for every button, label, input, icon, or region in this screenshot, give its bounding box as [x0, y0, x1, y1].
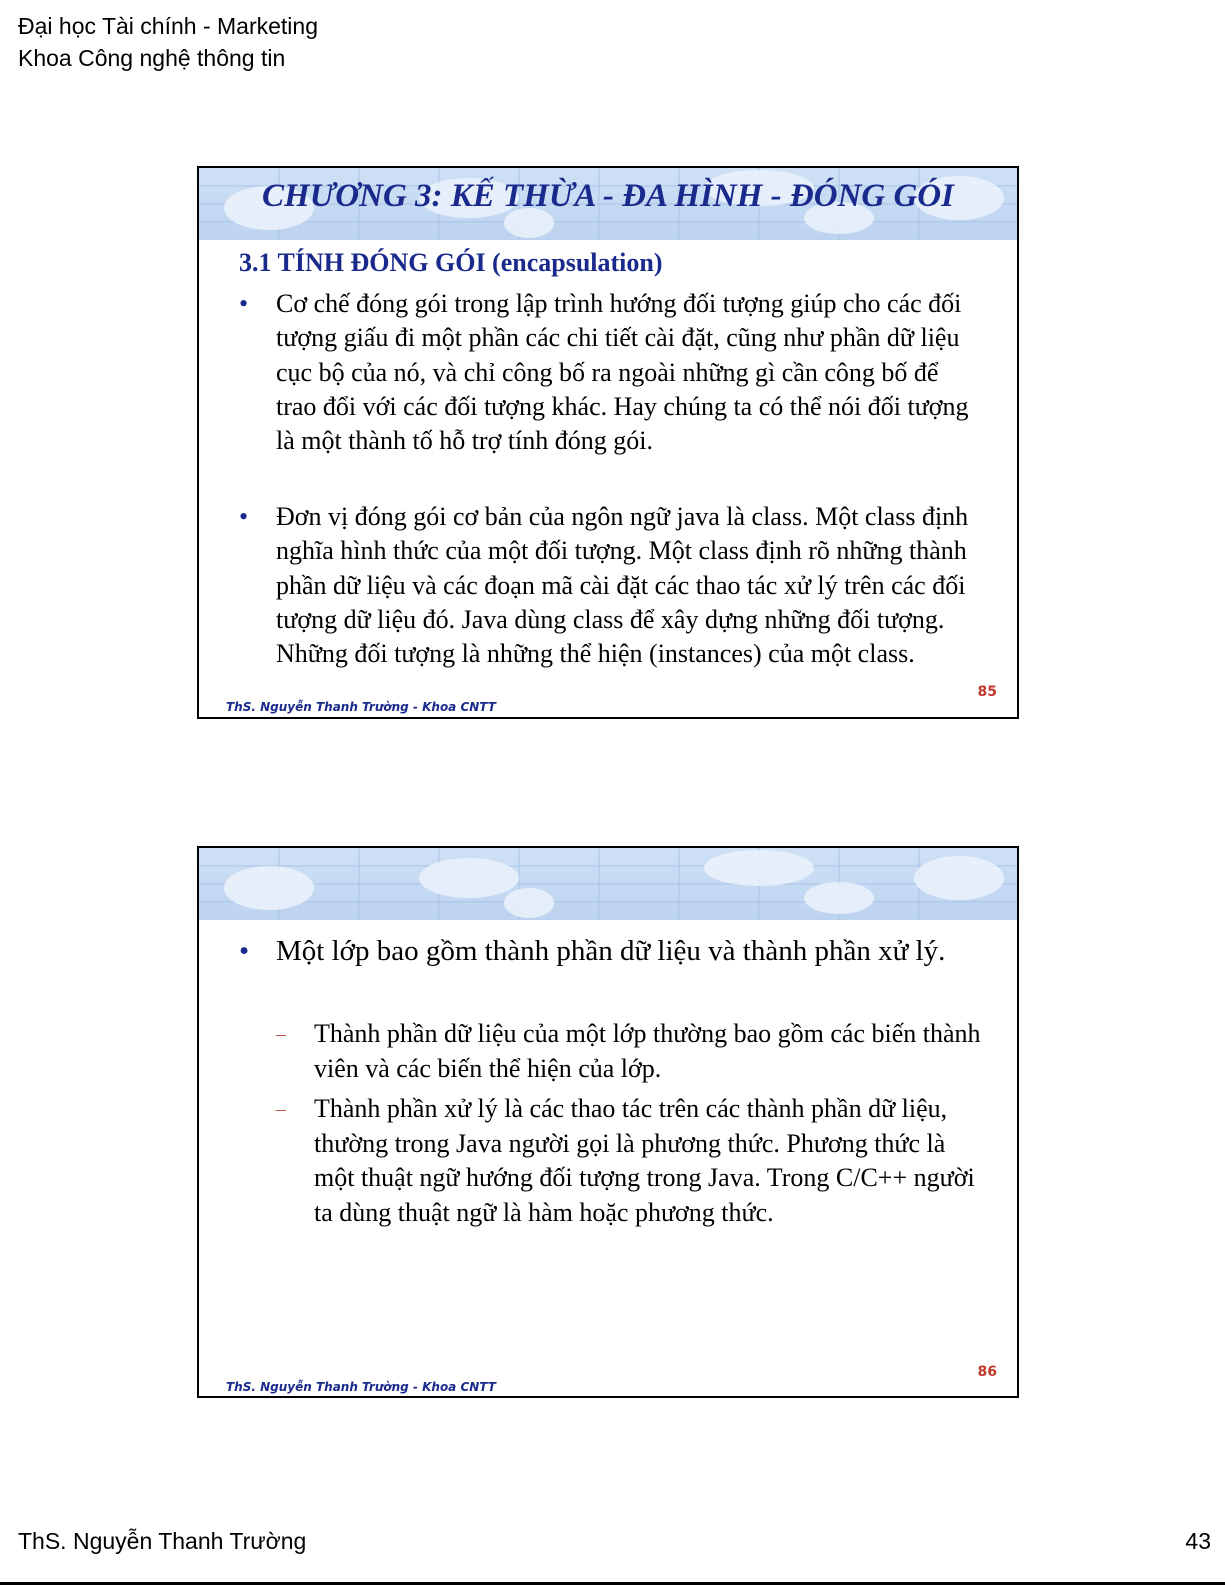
main-bullet-text: Một lớp bao gồm thành phần dữ liệu và thành phần xử lý.: [276, 935, 946, 967]
dash-icon: –: [276, 1098, 286, 1120]
world-map-banner: [199, 848, 1017, 920]
slide-85: [197, 166, 1019, 719]
slide-author: ThS. Nguyễn Thanh Trường - Khoa CNTT: [226, 700, 496, 714]
slide-number: 85: [977, 684, 997, 700]
bullet-text: Đơn vị đóng gói cơ bản của ngôn ngữ java là class. Một class định nghĩa hình thức của một đối tượng. Một class định rõ những thành phần dữ liệu và các đoạn mã cài đặt các thao tác xử lý trên các đối tượng dữ liệu đó. Java dùng class để xây dựng những đối tượng. Những đối tượng là những thể hiện (instances) của một class.: [276, 502, 969, 669]
footer-page-number: 43: [1185, 1528, 1211, 1554]
sub-item-text: Thành phần xử lý là các thao tác trên các thành phần dữ liệu, thường trong Java người gọi là phương thức. Phương thức là một thuật ngữ hướng đối tượng trong Java. Trong C/C++ người ta dùng thuật ngữ là hàm hoặc phương thức.: [314, 1094, 975, 1227]
slide-86: [197, 846, 1019, 1398]
bullet-icon: •: [239, 289, 249, 318]
header-university: Đại học Tài chính - Marketing: [18, 13, 318, 39]
sub-item: [276, 1017, 986, 1086]
sub-item-text: Thành phần dữ liệu của một lớp thường bao gồm các biến thành viên và các biến thể hiện của lớp.: [314, 1019, 981, 1083]
page-header: [18, 10, 318, 74]
bullet-icon: •: [239, 935, 250, 967]
bullet-item: [239, 500, 969, 671]
bullet-item: [239, 287, 969, 458]
slide-title: CHƯƠNG 3: KẾ THỪA - ĐA HÌNH - ĐÓNG GÓI: [262, 178, 954, 214]
bullet-text: Cơ chế đóng gói trong lập trình hướng đối tượng giúp cho các đối tượng giấu đi một phần các chi tiết cài đặt, cũng như phần dữ liệu cục bộ của nó, và chỉ công bố ra ngoài những gì cần công bố để trao đổi với các đối tượng khác. Hay chúng ta có thể nói đối tượng là một thành tố hỗ trợ tính đóng gói.: [276, 289, 969, 456]
slide-author: ThS. Nguyễn Thanh Trường - Khoa CNTT: [226, 1380, 496, 1394]
slide-number: 86: [977, 1364, 997, 1380]
bullet-icon: •: [239, 502, 249, 531]
sub-item: [276, 1092, 986, 1230]
section-heading: 3.1 TÍNH ĐÓNG GÓI (encapsulation): [239, 248, 663, 277]
dash-icon: –: [276, 1023, 286, 1045]
footer-author: ThS. Nguyễn Thanh Trường: [18, 1528, 307, 1554]
main-bullet: [239, 932, 979, 971]
header-faculty: Khoa Công nghệ thông tin: [18, 45, 286, 71]
world-map-banner: [199, 168, 1017, 240]
world-map-graphic: [199, 848, 1017, 920]
